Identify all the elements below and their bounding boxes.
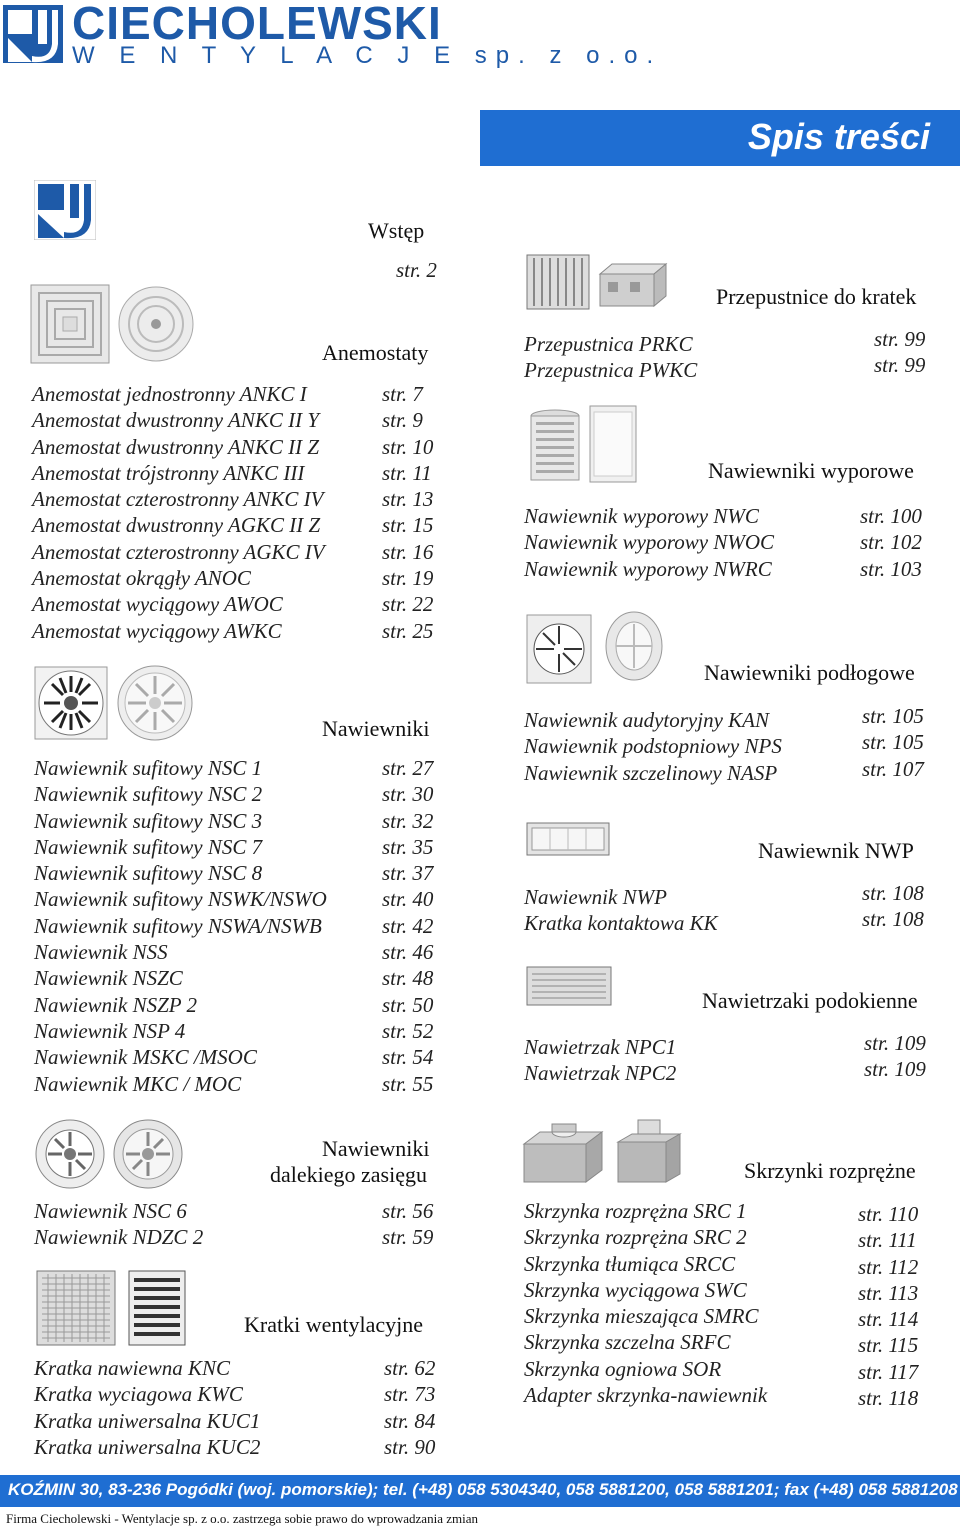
footer-note: Firma Ciecholewski - Wentylacje sp. z o.o. zastrzega sobie prawo do wprowadzania zmian xyxy=(6,1511,478,1526)
page-ref: str. 114 xyxy=(858,1307,919,1332)
list-item: Nawiewnik wyporowy NWC xyxy=(524,504,759,528)
section-heading-nwp: Nawiewnik NWP xyxy=(758,838,914,863)
section-heading-dalekiego-2: dalekiego zasięgu xyxy=(270,1162,427,1187)
skrzynki-list xyxy=(524,1198,767,1408)
page-ref: str. 42 xyxy=(382,913,434,938)
list-item: Anemostat trójstronny ANKC III xyxy=(32,460,305,485)
list-item: Anemostat jednostronny ANKC I xyxy=(32,382,307,406)
list-item: Skrzynka mieszająca SMRC xyxy=(524,1304,759,1329)
grille-image-2 xyxy=(128,1270,186,1346)
displacement-diffuser-image-2 xyxy=(588,404,638,484)
anemostaty-list xyxy=(32,381,325,644)
page-ref: str. 115 xyxy=(858,1333,919,1358)
list-item: Anemostat dwustronny AGKC II Z xyxy=(32,513,321,538)
podlogowe-list xyxy=(524,707,782,786)
section-heading-podlogowe: Nawiewniki podłogowe xyxy=(704,660,915,685)
page-title: Spis treści xyxy=(747,116,930,157)
section-heading-dalekiego-1: Nawiewniki xyxy=(322,1136,430,1161)
list-item: Nawiewnik MSKC /MSOC xyxy=(34,1045,257,1070)
list-item: Nawietrzak NPC2 xyxy=(524,1061,677,1086)
intro-logo xyxy=(34,180,96,240)
page-ref: str. 32 xyxy=(382,808,434,833)
page-ref: str. 35 xyxy=(382,834,434,859)
list-item: Anemostat okrągły ANOC xyxy=(32,566,251,591)
page-ref: str. 46 xyxy=(382,940,434,965)
square-diffuser-image xyxy=(30,284,110,364)
section-heading-podokienne: Nawietrzaki podokienne xyxy=(702,988,918,1013)
section-heading-wyporowe: Nawiewniki wyporowe xyxy=(708,458,914,483)
list-item: Anemostat dwustronny ANKC II Y xyxy=(32,408,320,433)
przepustnice-list xyxy=(524,331,697,384)
page-ref: str. 19 xyxy=(382,566,434,591)
dalekiego-pages xyxy=(382,1198,433,1251)
list-item: Skrzynka szczelna SRFC xyxy=(524,1330,731,1355)
list-item: Nawiewnik wyporowy NWOC xyxy=(524,530,775,555)
list-item: Kratka uniwersalna KUC2 xyxy=(34,1434,261,1459)
list-item: Nawiewnik audytoryjny KAN xyxy=(524,708,769,732)
skrzynki-pages xyxy=(858,1201,918,1411)
page-ref: str. 11 xyxy=(382,460,432,485)
page-ref: str. 109 xyxy=(864,1057,926,1082)
footer-bar xyxy=(0,1475,960,1507)
list-item: Kratka nawiewna KNC xyxy=(34,1356,231,1380)
page-ref: str. 118 xyxy=(858,1386,919,1411)
page-ref: str. 59 xyxy=(382,1225,434,1250)
section-heading-kratki: Kratki wentylacyjne xyxy=(244,1312,423,1337)
page-ref: str. 113 xyxy=(858,1280,919,1305)
list-item: Nawiewnik sufitowy NSC 8 xyxy=(34,861,263,886)
page-ref: str. 112 xyxy=(858,1254,919,1279)
page-ref: str. 7 xyxy=(382,382,423,406)
list-item: Anemostat wyciągowy AWOC xyxy=(32,592,283,617)
list-item: Nawiewnik sufitowy NSWA/NSWB xyxy=(34,913,322,938)
list-item: Nawiewnik NSS xyxy=(34,940,168,965)
page-ref: str. 10 xyxy=(382,434,434,459)
list-item: Przepustnica PRKC xyxy=(524,332,693,356)
grille-image-1 xyxy=(36,1270,116,1346)
section-heading-nawiewniki: Nawiewniki xyxy=(322,716,430,741)
list-item: Anemostat czterostronny AGKC IV xyxy=(32,539,325,564)
list-item: Nawiewnik sufitowy NSC 1 xyxy=(34,756,263,780)
przepustnice-pages xyxy=(874,326,925,379)
page-ref: str. 30 xyxy=(382,782,434,807)
company-logo xyxy=(2,4,64,64)
list-item: Nawiewnik NWP xyxy=(524,885,667,909)
page-ref: str. 25 xyxy=(382,618,434,643)
page-ref: str. 13 xyxy=(382,487,434,512)
list-item: Nawiewnik NSZP 2 xyxy=(34,992,197,1017)
long-range-nozzle-image-2 xyxy=(112,1118,184,1190)
kratki-list xyxy=(34,1355,260,1460)
page-ref: str. 84 xyxy=(384,1408,436,1433)
page-ref: str. 73 xyxy=(384,1382,436,1407)
wyporowe-pages xyxy=(860,503,922,582)
damper-image-2 xyxy=(598,262,668,308)
list-item: Nawiewnik sufitowy NSC 7 xyxy=(34,834,263,859)
page-ref: str. 99 xyxy=(874,327,926,351)
nwp-list xyxy=(524,884,718,937)
damper-image-1 xyxy=(526,254,590,310)
page-ref-wstep: str. 2 xyxy=(396,258,437,282)
list-item: Nawiewnik sufitowy NSC 2 xyxy=(34,782,263,807)
swirl-diffuser-round-image xyxy=(116,664,194,742)
long-range-nozzle-image-1 xyxy=(34,1118,106,1190)
footer-contact: KOŹMIN 30, 83-236 Pogódki (woj. pomorskie); tel. (+48) 058 5304340, 058 5881200, 058 5881201; fax (+48) 058 5881208 xyxy=(8,1480,958,1499)
page-ref: str. 9 xyxy=(382,408,423,433)
section-heading-przepustnice: Przepustnice do kratek xyxy=(716,284,917,309)
title-banner xyxy=(480,110,960,166)
plenum-box-image-1 xyxy=(520,1122,606,1186)
podokienne-pages xyxy=(864,1030,926,1083)
list-item: Nawiewnik NSC 6 xyxy=(34,1199,187,1223)
nawiewniki-list xyxy=(34,755,327,1097)
nawiewniki-pages xyxy=(382,755,433,1097)
list-item: Nawiewnik szczelinowy NASP xyxy=(524,760,778,785)
list-item: Anemostat wyciągowy AWKC xyxy=(32,618,282,643)
list-item: Nawiewnik sufitowy NSC 3 xyxy=(34,808,263,833)
window-vent-image xyxy=(526,966,612,1006)
list-item: Nawiewnik NSZC xyxy=(34,966,183,991)
page-ref: str. 105 xyxy=(862,730,924,755)
list-item: Anemostat czterostronny ANKC IV xyxy=(32,487,324,512)
brand-subtitle: W E N T Y L A C J E sp. z o.o. xyxy=(72,42,663,69)
list-item: Skrzynka wyciągowa SWC xyxy=(524,1277,747,1302)
list-item: Nawiewnik MKC / MOC xyxy=(34,1071,242,1096)
list-item: Przepustnica PWKC xyxy=(524,358,698,383)
list-item: Kratka wyciagowa KWC xyxy=(34,1382,243,1407)
list-item: Nawiewnik NDZC 2 xyxy=(34,1225,204,1250)
plenum-box-image-2 xyxy=(614,1118,684,1186)
page-ref: str. 15 xyxy=(382,513,434,538)
page-ref: str. 37 xyxy=(382,861,434,886)
wyporowe-list xyxy=(524,503,774,582)
page-ref: str. 54 xyxy=(382,1045,434,1070)
list-item: Nawiewnik wyporowy NWRC xyxy=(524,556,772,581)
page-ref: str. 105 xyxy=(862,704,924,728)
page-ref: str. 50 xyxy=(382,992,434,1017)
section-heading-skrzynki: Skrzynki rozprężne xyxy=(744,1158,916,1183)
displacement-diffuser-image-1 xyxy=(528,408,582,486)
brand-name: CIECHOLEWSKI xyxy=(72,0,442,49)
page-ref: str. 111 xyxy=(858,1228,917,1253)
podlogowe-pages xyxy=(862,703,924,782)
list-item: Nawiewnik sufitowy NSWK/NSWO xyxy=(34,887,327,912)
page-ref: str. 22 xyxy=(382,592,434,617)
list-item: Nawiewnik podstopniowy NPS xyxy=(524,734,782,759)
list-item: Skrzynka rozprężna SRC 1 xyxy=(524,1199,747,1223)
page-ref: str. 103 xyxy=(860,556,922,581)
page-ref: str. 102 xyxy=(860,530,922,555)
nwp-pages xyxy=(862,880,924,933)
list-item: Anemostat dwustronny ANKC II Z xyxy=(32,434,320,459)
page-ref: str. 56 xyxy=(382,1199,434,1223)
section-heading-anemostaty: Anemostaty xyxy=(322,340,429,365)
page-ref: str. 108 xyxy=(862,881,924,905)
section-heading-wstep: Wstęp xyxy=(368,218,425,243)
page-ref: str. 110 xyxy=(858,1202,919,1226)
list-item: Skrzynka ogniowa SOR xyxy=(524,1356,722,1381)
page-ref: str. 62 xyxy=(384,1356,436,1380)
page-ref: str. 108 xyxy=(862,907,924,932)
floor-diffuser-image-1 xyxy=(526,614,592,684)
dalekiego-list xyxy=(34,1198,203,1251)
list-item: Skrzynka rozprężna SRC 2 xyxy=(524,1225,747,1250)
page-ref: str. 107 xyxy=(862,756,924,781)
page-ref: str. 48 xyxy=(382,966,434,991)
page-ref: str. 27 xyxy=(382,756,434,780)
list-item: Nawietrzak NPC1 xyxy=(524,1035,677,1059)
page-ref: str. 90 xyxy=(384,1434,436,1459)
page-ref: str. 99 xyxy=(874,353,926,378)
page-ref: str. 55 xyxy=(382,1071,434,1096)
page-ref: str. 117 xyxy=(858,1359,919,1384)
page-ref: str. 16 xyxy=(382,539,434,564)
page-ref: str. 40 xyxy=(382,887,434,912)
list-item: Kratka uniwersalna KUC1 xyxy=(34,1408,261,1433)
list-item: Nawiewnik NSP 4 xyxy=(34,1018,186,1043)
podokienne-list xyxy=(524,1034,676,1087)
kratki-pages xyxy=(384,1355,435,1460)
page-ref: str. 52 xyxy=(382,1018,434,1043)
list-item: Skrzynka tłumiąca SRCC xyxy=(524,1251,736,1276)
anemostaty-pages xyxy=(382,381,433,644)
round-diffuser-image xyxy=(118,284,194,364)
floor-diffuser-image-2 xyxy=(604,610,664,682)
nwp-diffuser-image xyxy=(526,822,610,856)
list-item: Kratka kontaktowa KK xyxy=(524,911,718,936)
swirl-diffuser-square-image xyxy=(34,666,108,740)
page-ref: str. 100 xyxy=(860,504,922,528)
page-ref: str. 109 xyxy=(864,1031,926,1055)
list-item: Adapter skrzynka-nawiewnik xyxy=(524,1383,768,1408)
